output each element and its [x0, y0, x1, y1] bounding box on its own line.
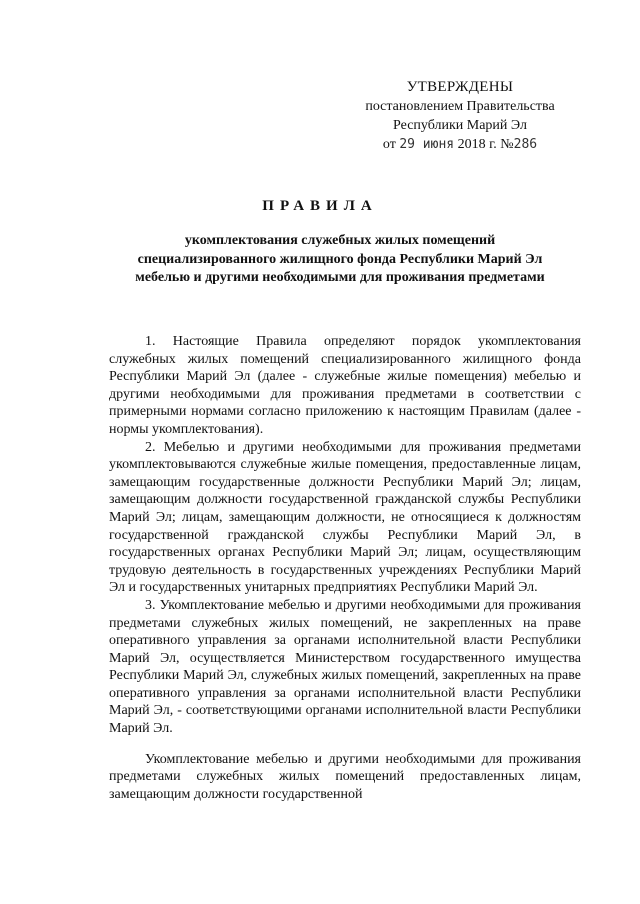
paragraph-1: 1. Настоящие Правила определяют порядок укомплектования служебных жилых помещений специализированного жилищного фонда Республики Марий Эл (далее - служебные жилые помещения) мебелью и другими необходимыми для проживания предметами в соответствии с примерными нормами согласно приложению к настоящим Правилам (далее - нормы укомплектования).: [109, 334, 581, 437]
date-day: 29 июня: [399, 137, 455, 152]
date-year: 2018 г.: [457, 137, 497, 152]
document-title: ПРАВИЛА: [262, 198, 378, 214]
subtitle-line-2: специализированного жилищного фонда Республики Марий Эл: [137, 251, 543, 267]
date-prefix: от: [382, 137, 396, 152]
document-body: [109, 333, 581, 803]
approval-decree-line: постановлением Правительства: [365, 99, 555, 114]
approval-stamp: [340, 78, 580, 154]
paragraph-4: Укомплектование мебелью и другими необходимыми для проживания предметами служебных жилых помещений предоставленных лицам, замещающим должности государственной: [109, 751, 581, 802]
decree-number: 286: [513, 137, 538, 152]
paragraph-2: 2. Мебелью и другими необходимыми для проживания предметами укомплектовываются служебные жилые помещения, предоставленные лицам, замещающим государственные должности Республики Марий Эл; лицам, замещающим должности государственной гражданской службы Республики Марий Эл; лицам, замещающим должности, не относящиеся к должностям государственной гражданской службы Республики Марий Эл, в государственных органах Республики Марий Эл; лицам, осуществляющим трудовую деятельность в государственных учреждениях Республики Марий Эл и государственных унитарных предприятиях Республики Марий Эл.: [109, 439, 581, 596]
approval-republic-line: Республики Марий Эл: [393, 118, 527, 133]
document-subtitle: [110, 232, 570, 288]
approval-heading: УТВЕРЖДЕНЫ: [406, 79, 514, 95]
paragraph-3: 3. Укомплектование мебелью и другими необходимыми для проживания предметами служебных жилых помещений, не закрепленных на праве оперативного управления за органами исполнительной власти Республики Марий Эл, осуществляется Министерством государственного имущества Республики Марий Эл, служебных жилых помещений, закрепленных на праве оперативного управления за органами исполнительной власти Республики Марий Эл, - соответствующими органами исполнительной власти Республики Марий Эл.: [109, 597, 581, 737]
subtitle-line-1: укомплектования служебных жилых помещений: [184, 233, 496, 248]
subtitle-line-3: мебелью и другими необходимыми для проживания предметами: [135, 270, 545, 285]
number-sign: №: [500, 137, 514, 152]
approval-date-line: [340, 135, 580, 154]
